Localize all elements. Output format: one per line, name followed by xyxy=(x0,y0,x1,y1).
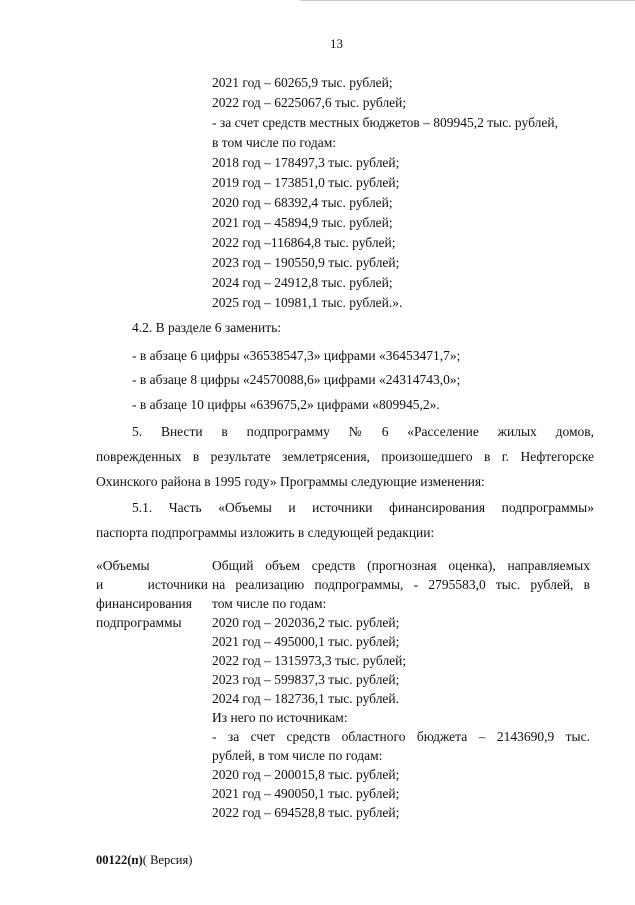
section-5-line-2: поврежденных в результате землетрясения, произошедшего в г. Нефтегорске xyxy=(96,449,594,464)
value-line: том числе по годам: xyxy=(212,596,327,611)
page-number: 13 xyxy=(330,36,343,51)
list-item: 2020 год – 68392,4 тыс. рублей; xyxy=(212,195,393,210)
value-line: рублей, в том числе по годам: xyxy=(212,748,383,763)
list-item: 2021 год – 60265,9 тыс. рублей; xyxy=(212,75,393,90)
value-line: 2022 год – 694528,8 тыс. рублей; xyxy=(212,805,400,820)
label-line: «Объемы xyxy=(96,558,150,573)
list-item: 2022 год –116864,8 тыс. рублей; xyxy=(212,235,396,250)
value-line: 2024 год – 182736,1 тыс. рублей. xyxy=(212,691,400,706)
list-item: 2018 год – 178497,3 тыс. рублей; xyxy=(212,155,400,170)
value-line: Из него по источникам: xyxy=(212,710,348,725)
section-5-line-1: 5. Внести в подпрограмму № 6 «Расселение жилых домов, xyxy=(132,424,594,439)
list-item: 2022 год – 6225067,6 тыс. рублей; xyxy=(212,95,407,110)
document-version: ( Версия) xyxy=(142,853,193,867)
list-item: 2023 год – 190550,9 тыс. рублей; xyxy=(212,255,400,270)
document-code: 00122(п) xyxy=(96,853,143,867)
label-line: финансирования xyxy=(96,596,192,611)
value-line: 2022 год – 1315973,3 тыс. рублей; xyxy=(212,653,407,668)
value-line: 2020 год – 202036,2 тыс. рублей; xyxy=(212,615,400,630)
list-item: 2021 год – 45894,9 тыс. рублей; xyxy=(212,215,393,230)
value-line: - за счет средств областного бюджета – 2143690,9 тыс. xyxy=(212,729,590,744)
section-5-1-line-1: 5.1. Часть «Объемы и источники финансирования подпрограммы» xyxy=(132,500,594,515)
passport-label-column xyxy=(96,558,208,634)
document-footer xyxy=(96,853,192,868)
value-line: Общий объем средств (прогнозная оценка), направляемых xyxy=(212,558,590,573)
label-line: подпрограммы xyxy=(96,615,182,630)
top-divider xyxy=(300,0,635,1)
label-line: и источники xyxy=(96,577,208,592)
list-item: 2019 год – 173851,0 тыс. рублей; xyxy=(212,175,400,190)
value-line: на реализацию подпрограммы, - 2795583,0 тыс. рублей, в xyxy=(212,577,590,592)
value-line: 2023 год – 599837,3 тыс. рублей; xyxy=(212,672,400,687)
passport-value-column xyxy=(212,558,590,824)
replacement-item: - в абзаце 6 цифры «36538547,3» цифрами «36453471,7»; xyxy=(132,348,461,363)
replacement-item: - в абзаце 10 цифры «639675,2» цифрами «809945,2». xyxy=(132,397,440,412)
list-item: в том числе по годам: xyxy=(212,135,337,150)
section-4-2-heading: 4.2. В разделе 6 заменить: xyxy=(132,320,282,335)
value-line: 2021 год – 495000,1 тыс. рублей; xyxy=(212,634,400,649)
section-5-1-line-2: паспорта подпрограммы изложить в следующей редакции: xyxy=(96,525,435,540)
list-item: 2025 год – 10981,1 тыс. рублей.». xyxy=(212,295,403,310)
list-item: - за счет средств местных бюджетов – 809945,2 тыс. рублей, xyxy=(212,115,558,130)
list-item: 2024 год – 24912,8 тыс. рублей; xyxy=(212,275,393,290)
replacement-item: - в абзаце 8 цифры «24570088,6» цифрами «24314743,0»; xyxy=(132,372,461,387)
value-line: 2021 год – 490050,1 тыс. рублей; xyxy=(212,786,400,801)
section-5-line-3: Охинского района в 1995 году» Программы следующие изменения: xyxy=(96,474,485,489)
value-line: 2020 год – 200015,8 тыс. рублей; xyxy=(212,767,400,782)
